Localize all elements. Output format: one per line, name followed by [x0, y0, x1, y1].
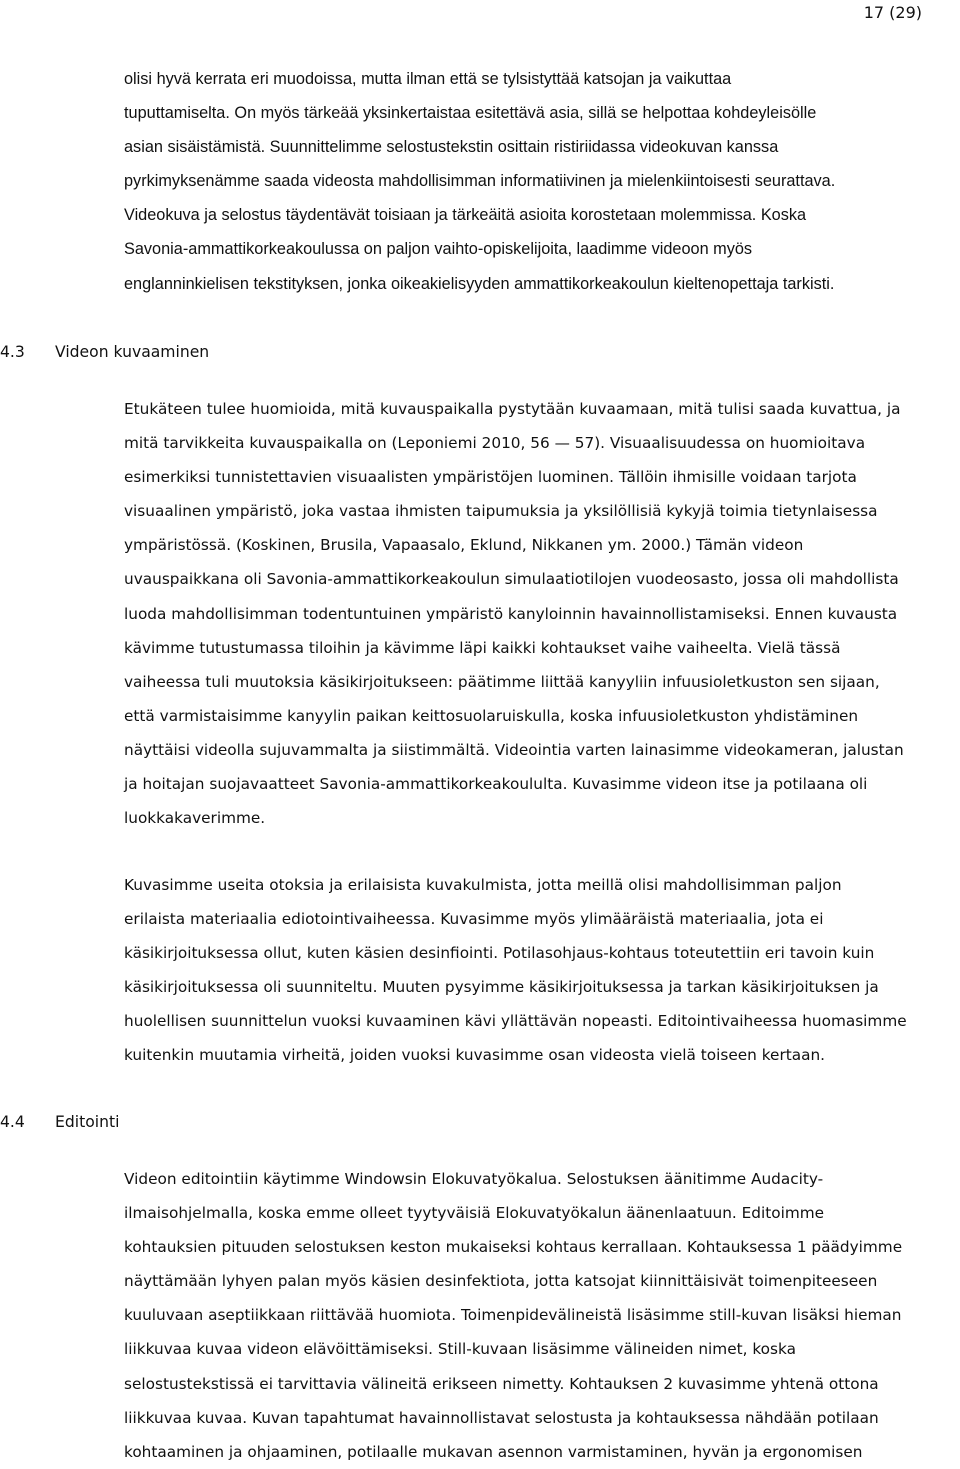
text-line: uvauspaikkana oli Savonia-ammattikorkeakoulun simulaatiotilojen vuodeosasto, jossa oli mahdollista [124, 570, 899, 589]
text-line: kävimme tutustumassa tiloihin ja kävimme läpi kaikki kohtaukset vaihe vaiheelta. Vielä tässä [124, 638, 841, 657]
paragraph-4-3-a [124, 392, 960, 835]
text-line: visuaalinen ympäristö, joka vastaa ihmisten taipumuksia ja yksilöllisiä kykyjä toimia tietynlaisessa [124, 502, 878, 521]
section-number: 4.3 [0, 343, 25, 361]
text-line: Etukäteen tulee huomioida, mitä kuvauspaikalla pystytään kuvaamaan, mitä tulisi saada kuvattua, ja [124, 400, 901, 418]
text-line: Videokuva ja selostus täydentävät toisiaan ja tärkeäitä asioita korostetaan molemmissa. Koska [124, 206, 807, 225]
page-number: 17 (29) [863, 3, 922, 22]
text-line: Kuvasimme useita otoksia ja erilaisista kuvakulmista, jotta meillä olisi mahdollisimman paljon [124, 876, 842, 894]
text-line: selostustekstissä ei tarvittavia välineitä erikseen nimetty. Kohtauksen 2 kuvasimme yhtenä ottona [124, 1374, 879, 1393]
section-number: 4.4 [0, 1113, 25, 1131]
text-line: erilaista materiaalia ediotointivaiheessa. Kuvasimme myös ylimääräistä materiaalia, jota ei [124, 910, 824, 929]
text-line: käsikirjoituksessa oli suunniteltu. Muuten pysyimme käsikirjoituksessa ja tarkan käsikirjoituksen ja [124, 978, 879, 997]
text-line: liikkuvaa kuvaa. Kuvan tapahtumat havainnollistavat selostusta ja kohtauksessa nähdään potilaan [124, 1408, 879, 1427]
section-title: Editointi [55, 1113, 120, 1131]
text-line: mitä tarvikkeita kuvauspaikalla on (Leponiemi 2010, 56 — 57). Visuaalisuudessa on huomioitava [124, 434, 866, 453]
text-line: Savonia-ammattikorkeakoulussa on paljon vaihto-opiskelijoita, laadimme videoon myös [124, 240, 753, 259]
text-line: huolellisen suunnittelun vuoksi kuvaaminen kävi yllättävän nopeasti. Editointivaiheessa huomasimme [124, 1012, 907, 1031]
text-line: vaiheessa tuli muutoksia käsikirjoitukseen: päätimme liittää kanyyliin infuusioletkuston sen sijaan, [124, 672, 880, 691]
paragraph-4-4 [124, 1162, 960, 1469]
text-line: näyttämään lyhyen palan myös käsien desinfektiota, jotta katsojat kiinnittäisivät toimenpiteeseen [124, 1272, 878, 1291]
text-line: kohtaaminen ja ohjaaminen, potilaalle mukavan asennon varmistaminen, hyvän ja ergonomisen [124, 1442, 863, 1461]
paragraph-4-3-b [124, 868, 960, 1073]
paragraph-intro [124, 62, 960, 301]
text-line: liikkuvaa kuvaa videon elävöittämiseksi. Still-kuvaan lisäsimme välineiden nimet, koska [124, 1340, 796, 1359]
text-line: näyttäisi videolla sujuvammalta ja siistimmältä. Videointia varten lainasimme videokameran, jalustan [124, 740, 904, 759]
section-title: Videon kuvaaminen [55, 343, 210, 361]
text-line: luoda mahdollisimman todentuntuinen ympäristö kanyloinnin havainnollistamiseksi. Ennen kuvausta [124, 604, 898, 623]
text-line: että varmistaisimme kanyylin paikan keittosuolaruiskulla, koska infuusioletkuston yhdistäminen [124, 706, 859, 725]
text-line: esimerkiksi tunnistettavien visuaalisten ympäristöjen luominen. Tällöin ihmisille voidaan tarjota [124, 468, 857, 487]
text-line: luokkakaverimme. [124, 809, 266, 828]
text-line: asian sisäistämistä. Suunnittelimme selostustekstin osittain ristiriidassa videokuvan kanssa [124, 138, 779, 157]
text-line: käsikirjoituksessa ollut, kuten käsien desinfiointi. Potilasohjaus-kohtaus toteutettiin eri tavoin kuin [124, 944, 875, 963]
text-line: ilmaisohjelmalla, koska emme olleet tyytyväisiä Elokuvatyökalun äänenlaatuun. Editoimme [124, 1204, 825, 1223]
text-line: pyrkimyksenämme saada videosta mahdollisimman informatiivinen ja mielenkiintoisesti seurattava. [124, 172, 836, 191]
section-heading-4-4 [0, 1111, 119, 1133]
text-line: olisi hyvä kerrata eri muodoissa, mutta ilman että se tylsistyttää katsojan ja vaikuttaa [124, 70, 732, 88]
text-line: kuitenkin muutamia virheitä, joiden vuoksi kuvasimme osan videosta vielä toiseen kertaan. [124, 1046, 826, 1065]
text-line: Videon editointiin käytimme Windowsin Elokuvatyökalua. Selostuksen äänitimme Audacity- [124, 1170, 824, 1188]
section-heading-4-3 [0, 341, 209, 363]
text-line: kohtauksien pituuden selostuksen keston mukaiseksi kohtaus kerrallaan. Kohtauksessa 1 päädyimme [124, 1238, 903, 1257]
text-line: ympäristössä. (Koskinen, Brusila, Vapaasalo, Eklund, Nikkanen ym. 2000.) Tämän videon [124, 536, 804, 555]
text-line: ja hoitajan suojavaatteet Savonia-ammattikorkeakoululta. Kuvasimme videon itse ja potilaana oli [124, 775, 868, 794]
text-line: kuuluvaan aseptiikkaan riittävää huomiota. Toimenpidevälineistä lisäsimme still-kuvan lisäksi hieman [124, 1306, 902, 1325]
text-line: tuputtamiselta. On myös tärkeää yksinkertaistaa esitettävä asia, sillä se helpottaa kohdeyleisölle [124, 104, 817, 123]
text-line: englanninkielisen tekstityksen, jonka oikeakielisyyden ammattikorkeakoulun kieltenopettaja tarkisti. [124, 274, 835, 293]
